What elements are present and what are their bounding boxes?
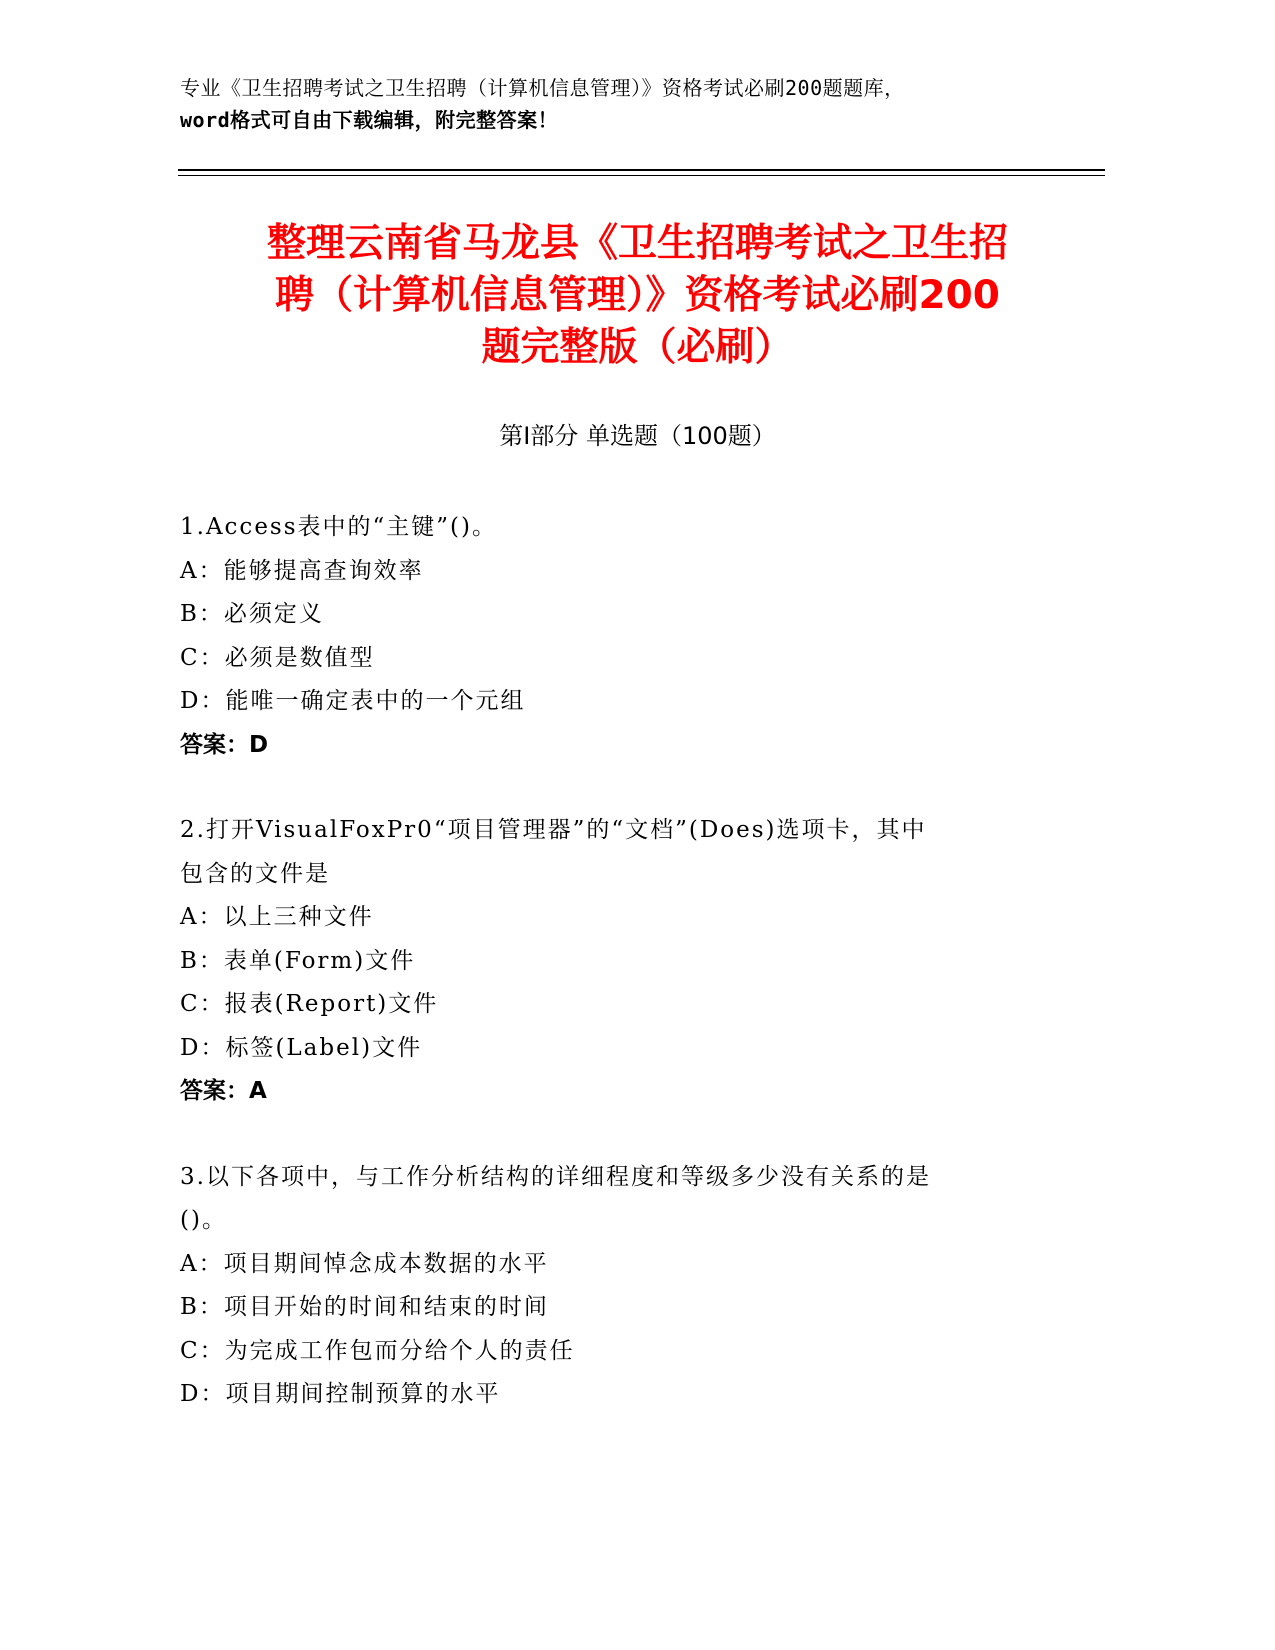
option-b: B：表单(Form)文件 (180, 947, 416, 974)
question-list (180, 506, 1030, 1459)
document-title-line-3: 题完整版（必刷） (481, 325, 794, 370)
option-b: B：项目开始的时间和结束的时间 (180, 1294, 549, 1320)
question-1 (180, 506, 1030, 767)
header-note-line-1: 专业《卫生招聘考试之卫生招聘（计算机信息管理）》资格考试必刷200题题库， (180, 76, 905, 100)
option-b: B：必须定义 (180, 601, 324, 627)
header-note-line-2: word格式可自由下载编辑，附完整答案！ (180, 108, 559, 132)
section-title: 第I部分 单选题（100题） (499, 422, 776, 450)
option-a: A：能够提高查询效率 (180, 557, 424, 584)
option-c: C：报表(Report)文件 (180, 991, 439, 1017)
option-d: D：项目期间控制预算的水平 (180, 1381, 501, 1407)
option-c: C：必须是数值型 (180, 644, 375, 671)
question-stem-line: ()。 (180, 1207, 227, 1233)
question-stem-line: 包含的文件是 (180, 860, 330, 887)
header-rule-thick (178, 169, 1105, 171)
question-2 (180, 809, 1030, 1114)
option-d: D：标签(Label)文件 (180, 1034, 423, 1061)
question-stem-line: 1.Access表中的“主键”()。 (180, 514, 497, 540)
option-a: A：以上三种文件 (180, 904, 374, 930)
option-c: C：为完成工作包而分给个人的责任 (180, 1337, 575, 1364)
answer-line: 答案：D (180, 731, 269, 758)
answer-line: 答案：A (180, 1078, 267, 1104)
document-title-line-1: 整理云南省马龙县《卫生招聘考试之卫生招 (266, 221, 1008, 266)
option-d: D：能唯一确定表中的一个元组 (180, 688, 526, 714)
option-a: A：项目期间悼念成本数据的水平 (180, 1250, 549, 1277)
header-note (180, 72, 1100, 136)
question-stem-line: 3.以下各项中，与工作分析结构的详细程度和等级多少没有关系的是 (180, 1163, 931, 1190)
question-3 (180, 1156, 1030, 1417)
question-stem-line: 2.打开VisualFoxPr0“项目管理器”的“文档”(Does)选项卡，其中 (180, 817, 927, 843)
document-title-line-2: 聘（计算机信息管理）》资格考试必刷200 (275, 273, 1000, 318)
header-rule-thin (178, 175, 1105, 176)
document-title (180, 218, 1095, 374)
